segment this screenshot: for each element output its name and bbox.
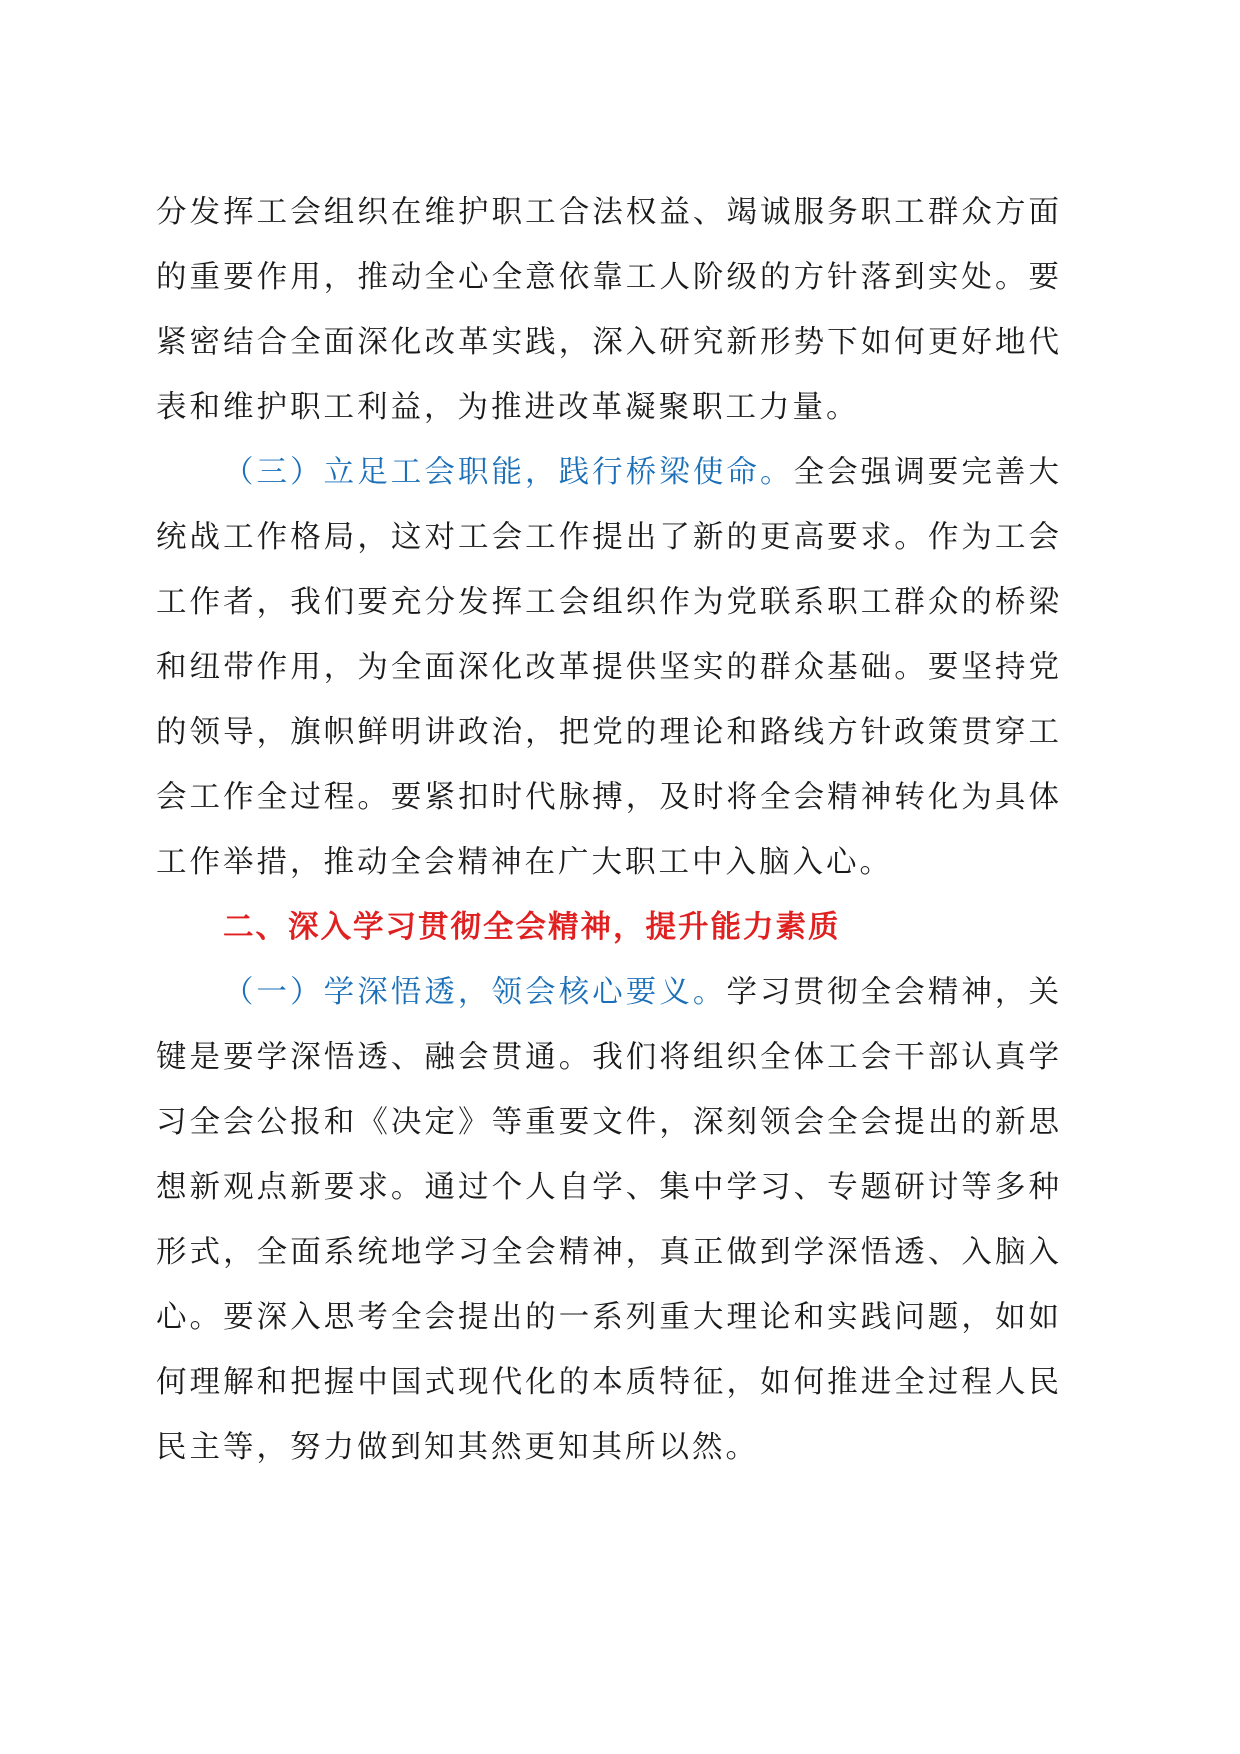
document-body	[156, 180, 1062, 1480]
paragraph-text: 全会强调要完善大统战工作格局，这对工会工作提出了新的更高要求。作为工会工作者，我们要充分发挥工会组织作为党联系职工群众的桥梁和纽带作用，为全面深化改革提供坚实的群众基础。要坚持党的领导，旗帜鲜明讲政治，把党的理论和路线方针政策贯穿工会工作全过程。要紧扣时代脉搏，及时将全会精神转化为具体工作举措，推动全会精神在广大职工中入脑入心。	[156, 455, 1062, 880]
subheading-bridge-mission: （三）立足工会职能，践行桥梁使命。	[223, 455, 794, 490]
paragraph-continuation	[156, 180, 1062, 440]
paragraph-text: 学习贯彻全会精神，关键是要学深悟透、融会贯通。我们将组织全体工会干部认真学习全会公报和《决定》等重要文件，深刻领会全会提出的新思想新观点新要求。通过个人自学、集中学习、专题研讨等多种形式，全面系统地学习全会精神，真正做到学深悟透、入脑入心。要深入思考全会提出的一系列重大理论和实践问题，如如何理解和把握中国式现代化的本质特征，如何推进全过程人民民主等，努力做到知其然更知其所以然。	[156, 975, 1062, 1465]
subheading-study-deeply: （一）学深悟透，领会核心要义。	[223, 975, 727, 1010]
paragraph-text: 分发挥工会组织在维护职工合法权益、竭诚服务职工群众方面的重要作用，推动全心全意依靠工人阶级的方针落到实处。要紧密结合全面深化改革实践，深入研究新形势下如何更好地代表和维护职工利益，为推进改革凝聚职工力量。	[156, 195, 1062, 425]
paragraph-study-deeply	[156, 960, 1062, 1480]
section-heading-two: 二、深入学习贯彻全会精神，提升能力素质	[223, 910, 841, 945]
paragraph-bridge-mission	[156, 440, 1062, 895]
